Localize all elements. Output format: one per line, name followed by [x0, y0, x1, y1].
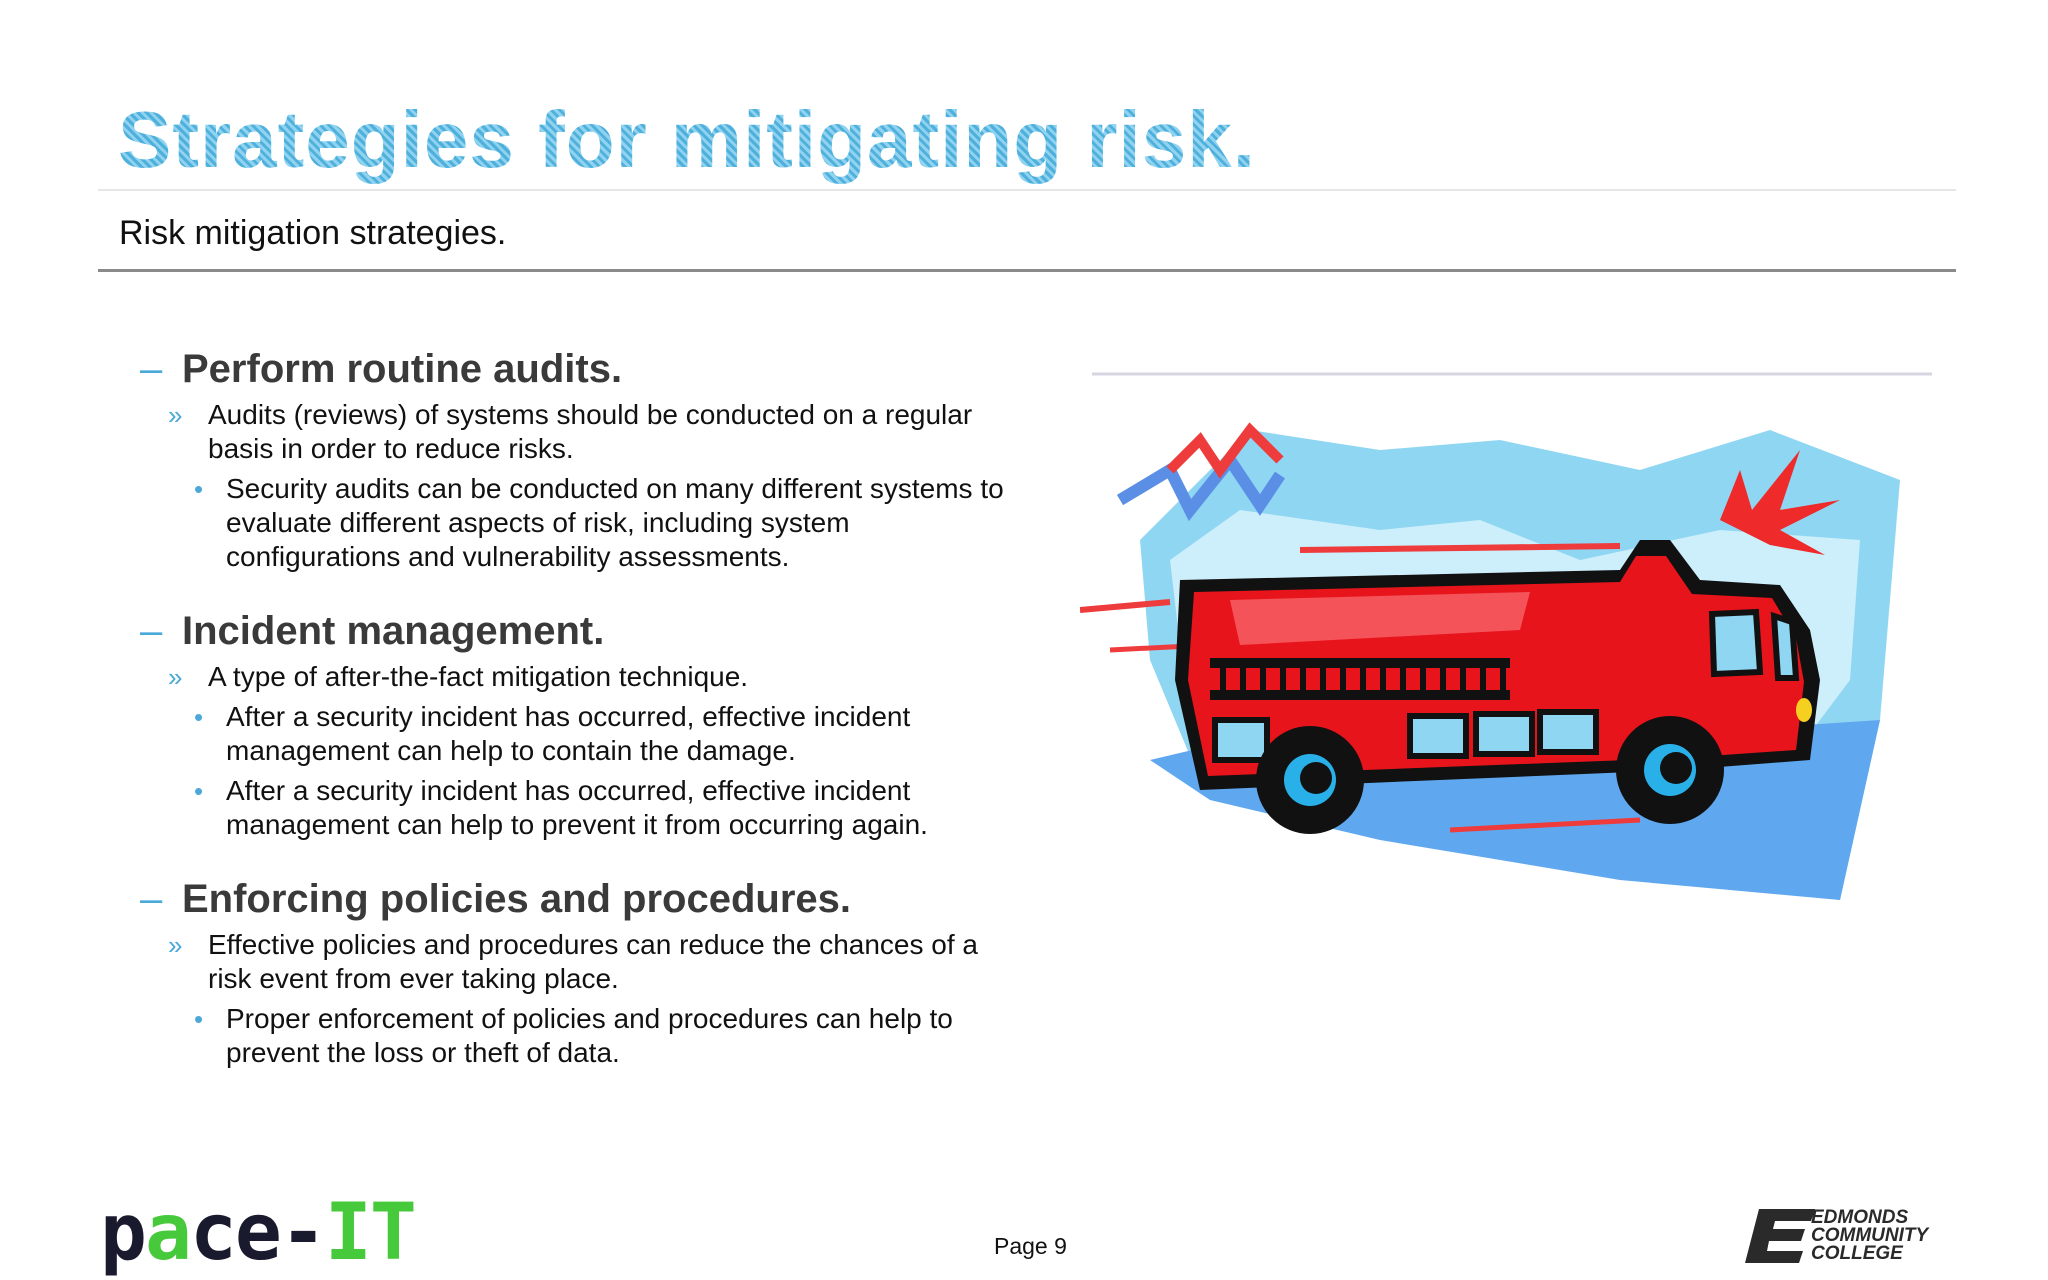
sub-bullet — [194, 472, 1020, 574]
pace-it-logo — [100, 1188, 415, 1278]
headlight — [1796, 698, 1812, 722]
chevron-marker: » — [168, 930, 183, 960]
college-name-line: COLLEGE — [1811, 1243, 1903, 1264]
college-name — [1811, 1209, 1928, 1263]
college-emblem-icon — [1745, 1205, 1815, 1267]
speed-streak — [1300, 546, 1620, 550]
sub-bullet-text: After a security incident has occurred, effective incident management can help to contain the damage. — [226, 701, 911, 766]
logo-letter: p — [100, 1188, 145, 1278]
logo-letter: I — [324, 1188, 370, 1278]
pace-it-logo-text — [100, 1188, 415, 1278]
cab-window — [1774, 616, 1796, 678]
sub-bullet — [194, 774, 1020, 842]
bullet-point-text: Audits (reviews) of systems should be conducted on a regular basis in order to reduce risks. — [208, 399, 973, 464]
section-heading-text: Incident management. — [182, 609, 605, 653]
section-heading — [140, 340, 1020, 398]
bullet-point-text: Effective policies and procedures can reduce the chances of a risk event from ever taking place. — [208, 929, 978, 994]
section-heading-text: Perform routine audits. — [182, 347, 623, 391]
slide-subtitle: Risk mitigation strategies. — [119, 214, 507, 252]
bullet-point — [168, 398, 1020, 466]
logo-letter: a — [144, 1188, 190, 1278]
dot-marker: • — [194, 1004, 204, 1034]
section-heading — [140, 602, 1020, 660]
edmonds-college-logo — [1745, 1205, 1955, 1267]
section-heading — [140, 870, 1020, 928]
sub-bullet-text: Proper enforcement of policies and procedures can help to prevent the loss or theft of data. — [226, 1003, 953, 1068]
dash-marker: – — [140, 877, 163, 921]
logo-letter: - — [279, 1188, 325, 1278]
title-divider — [98, 189, 1956, 191]
fire-truck-icon — [1080, 360, 1940, 920]
bullet-content — [140, 340, 1020, 1070]
dot-marker: • — [194, 702, 204, 732]
college-name-line: COMMUNITY — [1811, 1225, 1929, 1246]
cab-window — [1712, 612, 1760, 674]
front-wheel — [1616, 716, 1724, 824]
ladder-rungs — [1220, 665, 1506, 693]
bullet-point — [168, 928, 1020, 996]
college-name-line: EDMONDS — [1811, 1207, 1909, 1228]
page-number: Page 9 — [994, 1233, 1067, 1259]
dot-marker: • — [194, 776, 204, 806]
sub-bullet — [194, 1002, 1020, 1070]
sub-bullet — [194, 700, 1020, 768]
slide-title: Strategies for mitigating risk. — [118, 92, 1256, 188]
logo-letter: e — [234, 1188, 280, 1278]
section-policies-procedures — [140, 870, 1020, 1070]
sub-bullet-text: After a security incident has occurred, effective incident management can help to prevent it from occurring again. — [226, 775, 928, 840]
subtitle-divider — [98, 269, 1956, 272]
bullet-point — [168, 660, 1020, 694]
logo-letter: T — [369, 1188, 415, 1278]
section-incident-management — [140, 602, 1020, 842]
chevron-marker: » — [168, 400, 183, 430]
section-routine-audits — [140, 340, 1020, 574]
dot-marker: • — [194, 474, 204, 504]
bullet-point-text: A type of after-the-fact mitigation technique. — [208, 661, 749, 692]
logo-letter: c — [189, 1188, 235, 1278]
sub-bullet-text: Security audits can be conducted on many different systems to evaluate different aspects of risk, including system configurations and vulnerability assessments. — [226, 473, 1004, 572]
dash-marker: – — [140, 347, 163, 391]
dash-marker: – — [140, 609, 163, 653]
section-heading-text: Enforcing policies and procedures. — [182, 877, 852, 921]
chevron-marker: » — [168, 662, 183, 692]
rear-wheel — [1256, 726, 1364, 834]
